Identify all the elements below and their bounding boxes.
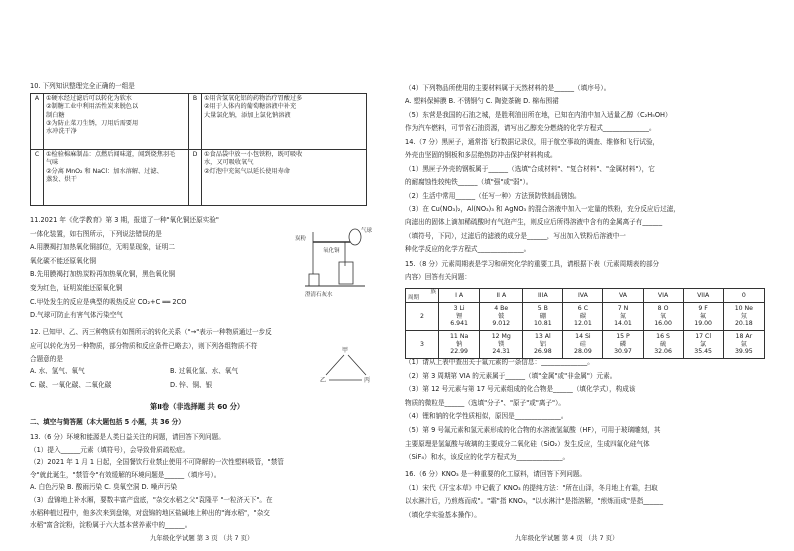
element-name: 氟	[700, 312, 707, 320]
element-cell	[523, 331, 563, 359]
q12-text	[30, 326, 272, 367]
q10-cell-c	[44, 150, 189, 206]
group-header: VIA	[643, 289, 683, 303]
element-symbol: 17 Cl	[695, 332, 712, 340]
q10-d-line: 水，又可吸收氧气	[204, 159, 254, 167]
section2-title: 第Ⅱ卷（非选择题 共 60 分）	[150, 402, 245, 411]
element-symbol: 8 O	[657, 304, 669, 312]
right-page	[397, 0, 794, 551]
q12-option-c: C. 碳、一氧化碳、二氧化碳	[30, 381, 112, 389]
element-mass: 16.00	[654, 320, 672, 328]
q10-d-line: ①食品袋中放一小包铁粉，既可吸收	[204, 151, 303, 158]
element-mass: 19.00	[694, 320, 712, 328]
element-symbol: 12 Mg	[491, 332, 511, 340]
q13-4-line: （5）东营是我国的石油之城，是胜利油田所在地，已知在内油中加入适量乙醇（C₂H₅OH）	[405, 110, 672, 119]
element-name: 硼	[539, 312, 546, 320]
q12-line: 12. 已知甲、乙、丙三种物质有如图所示的转化关系（"→"表示一种物质通过一步反	[30, 328, 272, 336]
q15-intro	[405, 258, 659, 285]
element-name: 磷	[619, 340, 627, 348]
element-name: 锂	[456, 312, 463, 320]
element-cell	[683, 331, 723, 359]
element-mass: 26.98	[533, 348, 552, 356]
q16-text	[405, 468, 663, 522]
q14-line: （2）生活中常用______（任写一种）方法预防铁制品锈蚀。	[405, 191, 581, 200]
q13-line: 水稻"富含淀粉，淀粉属于六大基本营养素中的______。	[30, 521, 192, 530]
q15-line: （4）锂和钠的化学性质相似，原因是______________。	[405, 412, 568, 421]
element-symbol: 10 Ne	[734, 304, 753, 312]
q14-line: （1）黑匣子外壳的钢板属于______（选填"合成材料"、"复合材料"、"金属材料"），它	[405, 164, 655, 173]
element-symbol: 14 Si	[575, 332, 591, 340]
q15-line: （3）第 12 号元素与第 17 号元素组成的化合物是______（填化学式），构成该	[405, 385, 636, 394]
element-symbol: 9 F	[698, 304, 708, 312]
q13-line: 令"就此诞生，"禁管令"有效缓解的环境问题是______（填序号）。	[30, 470, 221, 479]
element-cell	[643, 303, 683, 331]
q16-line: 以水淋汁后，乃煎炼而成"。"霜"指 KNO₃，"以水淋汁"是指溶解，"煎炼而成"是指______	[405, 497, 664, 506]
q10-title: 10. 下列知识整理完全正确的一组是	[30, 82, 135, 90]
q13-continued	[405, 82, 672, 136]
q10-label-d: D	[189, 150, 202, 206]
element-name: 硫	[659, 340, 667, 348]
group-header: IVA	[563, 289, 603, 303]
q13-4-line: A. 塑料保鲜膜 B. 不锈钢勺 C. 陶瓷茶碗 D. 棉布围裙	[405, 97, 559, 106]
q15-intro-line: 15.（8 分）元素周期表是学习和研究化学的重要工具，请根据下表（元素周期表的部分	[405, 260, 660, 268]
element-mass: 39.95	[734, 348, 753, 356]
element-symbol: 6 C	[577, 304, 589, 312]
element-mass: 35.45	[694, 348, 712, 356]
period-label: 2	[406, 303, 439, 331]
element-symbol: 5 B	[537, 304, 548, 312]
q13-line: （3）盘锦地上补水厢，要数丰富产盘底，"杂交水稻之父"袁隆平 "一粒济天下"。在	[30, 495, 273, 504]
q12-option-b: B. 过氧化氢、水、氧气	[170, 367, 239, 375]
q11-line: 变为红色，证明炭能还原氧化铜	[30, 283, 123, 292]
element-cell	[683, 303, 723, 331]
q13-text	[30, 431, 284, 532]
element-cell	[523, 303, 563, 331]
q14-line: （3）在 Cu(NO₃)₂，Al(NO₃)₃ 和 AgNO₃ 的混合溶液中加入一定量的铁粉，充分反应后过滤，	[405, 205, 680, 214]
q10-c-line: 蒸发、烘干	[46, 176, 77, 184]
element-cell	[439, 303, 480, 331]
element-name: 氯	[700, 340, 707, 348]
q10-label-c: C	[31, 150, 44, 206]
q10-cell-a	[44, 94, 189, 150]
q16-line: （1）宋代《开宝本草》中记载了 KNO₃ 的提纯方法："所在山泽，冬月地上有霜，扫取	[405, 483, 658, 492]
q15-line: 物质的微粒是______（选填"分子"、"原子"或"离子"）。	[405, 398, 565, 407]
q14-line: 14.（7 分）黑匣子，通常指飞行数据记录仪，用于航空事故的调查、维修和飞行试验，	[405, 138, 660, 146]
fig12-label-left: 乙	[320, 377, 327, 384]
q15-line: （5）第 9 号氟元素和氢元素形成的化合物的水溶液氢氟酸（HF），可用于玻璃雕刻，其	[405, 425, 661, 434]
element-mass: 30.97	[614, 348, 632, 356]
page-footer-right: 九年级化学试题 第 4 页 （共 7 页）	[515, 534, 619, 542]
q13-line: A. 白色污染 B. 酸雨污染 C. 臭氧空洞 D. 噪声污染	[30, 483, 178, 492]
q11-line: D.气球可防止有害气体污染空气	[30, 311, 123, 320]
element-mass: 28.09	[574, 348, 592, 356]
page-footer-left: 九年级化学试题 第 3 页 （共 7 页）	[150, 534, 254, 542]
q10-b-line: 大量氯化钠，添加上氯化钠溶液	[204, 111, 291, 119]
element-symbol: 15 P	[616, 332, 630, 340]
q15-intro-line: 内容）回答有关问题：	[405, 273, 471, 282]
element-cell	[480, 303, 523, 331]
element-mass: 22.99	[450, 348, 468, 356]
element-mass: 24.31	[492, 348, 511, 356]
q12-line: 合题意的是	[30, 355, 63, 364]
q15-line: （1）请从上表中查出关于氟元素的一条信息：______________。	[405, 358, 594, 366]
element-cell	[603, 303, 643, 331]
element-name: 氩	[740, 340, 747, 348]
q10-a-line: ③为防止菜刀生锈，刀用后需要用	[46, 120, 139, 128]
element-symbol: 13 Al	[534, 332, 551, 340]
group-header: VIIA	[683, 289, 723, 303]
q14-line: 的耐腐蚀性较纯铁______（填"强"或"弱"）。	[405, 178, 533, 187]
element-mass: 32.06	[654, 348, 672, 356]
element-cell	[723, 303, 764, 331]
period-label: 3	[406, 331, 439, 359]
fig12-label-top: 甲	[342, 347, 349, 354]
q16-line: 16.（6 分）KNO₃ 是一种重要的化工原料，请回答下列问题。	[405, 470, 587, 478]
q15-line: 主要原理是氢氟酸与玻璃的主要成分二氧化硅（SiO₂）发生反应，生成四氟化硅气体	[405, 439, 650, 448]
element-mass: 14.01	[614, 320, 632, 328]
corner-label-group: 族	[430, 289, 436, 295]
q14-line: 种化学反应的化学方程式______________。	[405, 245, 531, 254]
q10-a-line: ①硬水经过滤后可以转化为软水	[46, 95, 132, 102]
element-mass: 10.81	[533, 320, 552, 328]
element-symbol: 7 N	[617, 304, 629, 312]
element-mass: 9.012	[492, 320, 511, 328]
q14-line: （填符号，下同），过滤后的滤液的成分是______，写出加入铁粉后溶液中一	[405, 231, 626, 240]
element-name: 镁	[498, 340, 505, 348]
element-name: 硅	[579, 340, 586, 348]
q10-label-a: A	[31, 94, 44, 150]
q13-line: （1）提入______元素（填符号），会导致骨质疏松症。	[30, 445, 190, 454]
q11-line: C.甲处发生的反应是典型的吸热反应 CO₂+C ══ 2CO	[30, 297, 187, 306]
q15-line: （SiF₄）和水，该反应的化学方程式为______________。	[405, 453, 570, 462]
element-cell	[563, 331, 603, 359]
q11-line: 一体化装置，如右图所示，下列说法错误的是	[30, 229, 162, 238]
q10-b-line: ①用含氢氧化铝的药物治疗胃酸过多	[204, 95, 303, 102]
periodic-table-corner	[406, 289, 439, 303]
q14-text	[405, 136, 680, 257]
element-name: 铝	[539, 340, 546, 348]
element-name: 氮	[619, 312, 627, 320]
fig11-label-c: 澄清石灰水	[305, 292, 333, 298]
q13-4-line: 作为汽车燃料，可节省石油资源，请写出乙醇充分燃烧的化学方程式______________。	[405, 124, 656, 133]
q11-text	[30, 214, 219, 323]
corner-label-period: 周期	[408, 295, 420, 302]
q13-4-line: （4）下列物品所使用的主要材料属于天然材料的是______（填序号）。	[405, 84, 611, 92]
element-symbol: 18 Ar	[735, 332, 753, 340]
element-symbol: 3 Li	[453, 304, 465, 312]
element-mass: 12.01	[574, 320, 592, 328]
section2-subtitle: 二、填空与简答题（本大题包括 5 小题，共 36 分）	[30, 418, 185, 426]
q10-c-line: 气味	[46, 159, 59, 167]
fig11-label-a: 炭粉	[295, 236, 307, 242]
element-name: 钠	[456, 340, 463, 348]
q11-line: 氧化碳不能还原氧化铜	[30, 256, 96, 265]
element-symbol: 4 Be	[494, 304, 509, 312]
q12-line: 应可以转化为另一种物质，部分物质和反应条件已略去），则下列各组物质不符	[30, 341, 258, 350]
q10-a-line: 制白糖	[46, 111, 65, 119]
fig11-label-d: 气球	[361, 228, 373, 234]
q13-line: 13.（6 分）环境和能源是人类日益关注的问题，请回答下列问题。	[30, 433, 225, 441]
element-cell	[480, 331, 523, 359]
group-header: II A	[480, 289, 523, 303]
fig12-label-right: 丙	[364, 377, 371, 384]
element-cell	[603, 331, 643, 359]
fig11-label-b: 氧化铜	[323, 248, 340, 254]
q12-option-d: D. 锌、铜、银	[170, 381, 213, 389]
q10-c-line: ①检验棉麻制品：点燃后闻味道，闻到烧焦羽毛	[46, 151, 176, 158]
q10-label-b: B	[189, 94, 202, 150]
q10-c-line: ②分离 MnO₂ 和 NaCl：加水溶解、过滤、	[46, 167, 163, 175]
periodic-table	[405, 288, 765, 359]
q16-line: （填化学实验基本操作）。	[405, 510, 481, 519]
q10-cell-d	[202, 150, 367, 206]
q10-table	[30, 93, 367, 206]
element-cell	[643, 331, 683, 359]
q11-apparatus-figure	[295, 222, 375, 292]
element-name: 碳	[579, 312, 586, 320]
element-cell	[563, 303, 603, 331]
q12-transform-figure	[318, 344, 374, 386]
q10-d-line: ②灯泡中充氮气以延长使用寿命	[204, 167, 290, 175]
q10-a-line: ②制糖工业中利用活性炭来脱色以	[46, 103, 139, 111]
element-cell	[439, 331, 480, 359]
q11-line: B.先用膜褐打加热炭粉再加热氧化铜，黑色氧化铜	[30, 270, 176, 279]
element-name: 氧	[659, 312, 667, 320]
group-header: 0	[723, 289, 764, 303]
q10-a-line: 水冲洗干净	[46, 128, 77, 136]
element-mass: 20.18	[734, 320, 753, 328]
q14-line: 外壳由坚固的钢板和多层绝热防冲击保护材料构成。	[405, 151, 557, 160]
element-mass: 6.941	[450, 320, 468, 328]
element-symbol: 16 S	[656, 332, 670, 340]
group-header: I A	[439, 289, 480, 303]
element-name: 氖	[740, 312, 747, 320]
q14-line: 向滤出的固体上滴加稀硫酸时有气泡产生，则反应后所得溶液中含有的金属离子有______	[405, 218, 663, 227]
q13-line: 水稻种植过程中，他多次来到盘锦，对盘锦的地区盐碱地上种出的"海水稻"，"杂交	[30, 508, 270, 517]
q11-line: 11.2021 年《化学教育》第 3 期，报道了一种"氧化铜还原实验"	[30, 216, 219, 224]
element-cell	[723, 331, 764, 359]
q12-option-a: A. 水、氢气、氧气	[30, 367, 85, 375]
q13-line: （2）2021 年 1 月 1 日起，全国餐饮行业禁止使用不可降解的一次性塑料吸管，"禁管	[30, 458, 284, 467]
group-header: IIIA	[523, 289, 563, 303]
q10-b-line: ②用于人体内的葡萄糖溶液中补充	[204, 103, 297, 111]
element-symbol: 11 Na	[449, 332, 469, 340]
q11-line: A.用膜褐打加热氧化铜部位，无明显现象，证明二	[30, 243, 175, 252]
q15-line: （2）第 3 周期第 VIA 的元素属于______（填"金属"或"非金属"）元素。	[405, 371, 617, 380]
q10-cell-b	[202, 94, 367, 150]
group-header: VA	[603, 289, 643, 303]
q15-items	[405, 356, 660, 465]
element-name: 铍	[498, 312, 505, 320]
